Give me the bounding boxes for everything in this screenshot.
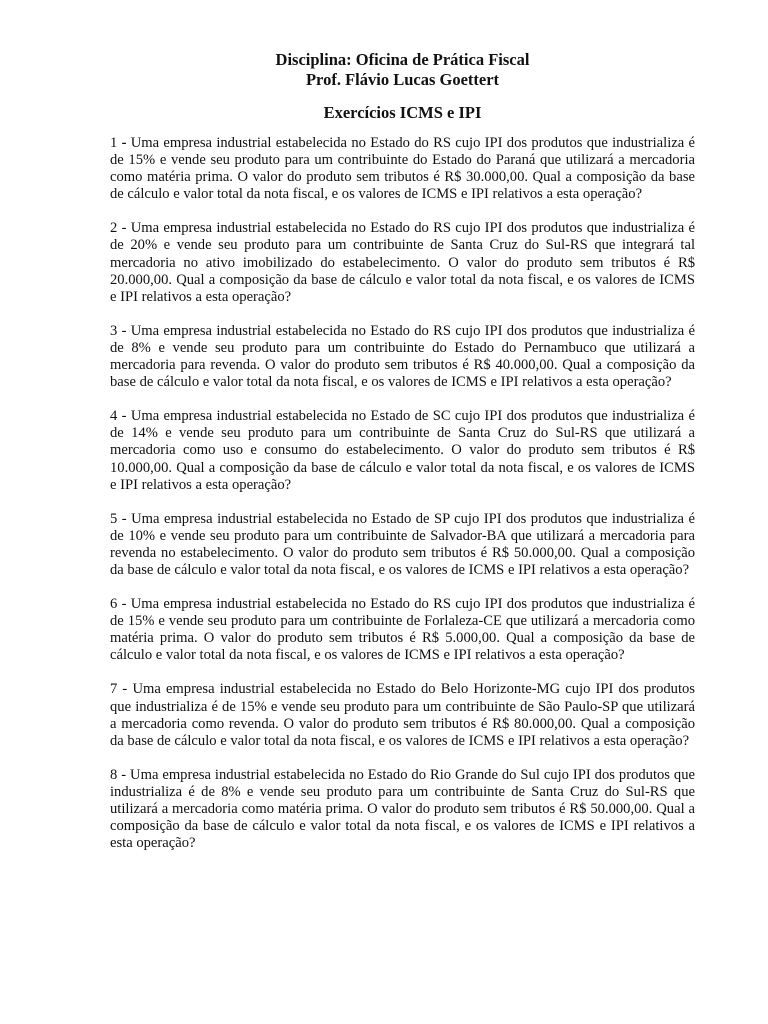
page-title: Exercícios ICMS e IPI xyxy=(323,103,482,122)
exercise-text: Uma empresa industrial estabelecida no Estado de SP cujo IPI dos produtos que industrializa é de 10% e vende seu produto para um contribuinte de Salvador-BA que utilizará a mercadoria para revenda no estabelecimento. O valor do produto sem tributos é R$ 50.000,00. Qual a composição da base de cálculo e valor total da nota fiscal, e os valores de ICMS e IPI relativos a esta operação? xyxy=(110,510,695,578)
exercise-text: Uma empresa industrial estabelecida no Estado do Belo Horizonte-MG cujo IPI dos produtos que industrializa é de 15% e vende seu produto para um contribuinte de São Paulo-SP que utilizará a mercadoria como revenda. O valor do produto sem tributos é R$ 80.000,00. Qual a composição da base de cálculo e valor total da nota fiscal, e os valores de ICMS e IPI relativos a esta operação? xyxy=(110,681,695,749)
exercise-item xyxy=(110,408,695,493)
exercise-item xyxy=(110,135,695,203)
exercise-item xyxy=(110,681,695,749)
exercise-separator: - xyxy=(117,681,133,698)
exercise-separator: - xyxy=(117,766,131,783)
exercise-number: 2 xyxy=(110,220,118,237)
exercise-text: Uma empresa industrial estabelecida no Estado de SC cujo IPI dos produtos que industrializa é de 14% e vende seu produto para um contribuinte de Santa Cruz do Sul-RS que utilizará a mercadoria como uso e consumo do estabelecimento. O valor do produto sem tributos é R$ 10.000,00. Qual a composição da base de cálculo e valor total da nota fiscal, e os valores de ICMS e IPI relativos a esta operação? xyxy=(110,408,695,493)
exercise-item xyxy=(110,323,695,391)
exercise-text: Uma empresa industrial estabelecida no Estado do RS cujo IPI dos produtos que industrializa é de 15% e vende seu produto para um contribuinte do Estado do Paraná que utilizará a mercadoria como matéria prima. O valor do produto sem tributos é R$ 30.000,00. Qual a composição da base de cálculo e valor total da nota fiscal, e os valores de ICMS e IPI relativos a esta operação? xyxy=(110,135,695,203)
exercise-item xyxy=(110,767,695,852)
exercise-number: 8 xyxy=(110,766,118,783)
exercise-number: 3 xyxy=(110,322,118,339)
exercise-text: Uma empresa industrial estabelecida no Estado do RS cujo IPI dos produtos que industrializa é de 15% e vende seu produto para um contribuinte de Forlaleza-CE que utilizará a mercadoria como matéria prima. O valor do produto sem tributos é R$ 5.000,00. Qual a composição da base de cálculo e valor total da nota fiscal, e os valores de ICMS e IPI relativos a esta operação? xyxy=(110,596,695,664)
exercise-item xyxy=(110,596,695,664)
exercise-number: 1 xyxy=(110,135,118,151)
exercise-separator: - xyxy=(117,408,131,425)
exercise-separator: - xyxy=(117,322,131,339)
exercise-text: Uma empresa industrial estabelecida no Estado do RS cujo IPI dos produtos que industrializa é de 8% e vende seu produto para um contribuinte do Estado do Pernambuco que utilizará a mercadoria para revenda. O valor do produto sem tributos é R$ 40.000,00. Qual a composição da base de cálculo e valor total da nota fiscal, e os valores de ICMS e IPI relativos a esta operação? xyxy=(110,322,695,391)
exercise-number: 4 xyxy=(110,408,118,425)
exercise-separator: - xyxy=(117,510,132,527)
exercise-text: Uma empresa industrial estabelecida no Estado do RS cujo IPI dos produtos que industrializa é de 20% e vende seu produto para um contribuinte de Santa Cruz do Sul-RS que integrará tal mercadoria no ativo imobilizado do estabelecimento. O valor do produto sem tributos é R$ 20.000,00. Qual a composição da base de cálculo e valor total da nota fiscal, e os valores de ICMS e IPI relativos a esta operação? xyxy=(110,220,695,305)
exercise-number: 6 xyxy=(110,596,118,613)
document-header xyxy=(110,50,695,90)
exercise-item xyxy=(110,220,695,305)
professor-name: Prof. Flávio Lucas Goettert xyxy=(305,70,500,89)
exercise-separator: - xyxy=(117,220,131,237)
course-title: Disciplina: Oficina de Prática Fiscal xyxy=(275,50,530,69)
exercise-separator: - xyxy=(117,135,131,151)
exercise-separator: - xyxy=(117,596,131,613)
exercise-item xyxy=(110,511,695,579)
exercise-number: 7 xyxy=(110,681,118,698)
exercise-number: 5 xyxy=(110,510,118,527)
exercise-text: Uma empresa industrial estabelecida no Estado do Rio Grande do Sul cujo IPI dos produtos que industrializa é de 8% e vende seu produto para um contribuinte de Santa Cruz do Sul-RS que utilizará a mercadoria como matéria prima. O valor do produto sem tributos é R$ 50.000,00. Qual a composição da base de cálculo e valor total da nota fiscal, e os valores de ICMS e IPI relativos a esta operação? xyxy=(110,766,695,852)
